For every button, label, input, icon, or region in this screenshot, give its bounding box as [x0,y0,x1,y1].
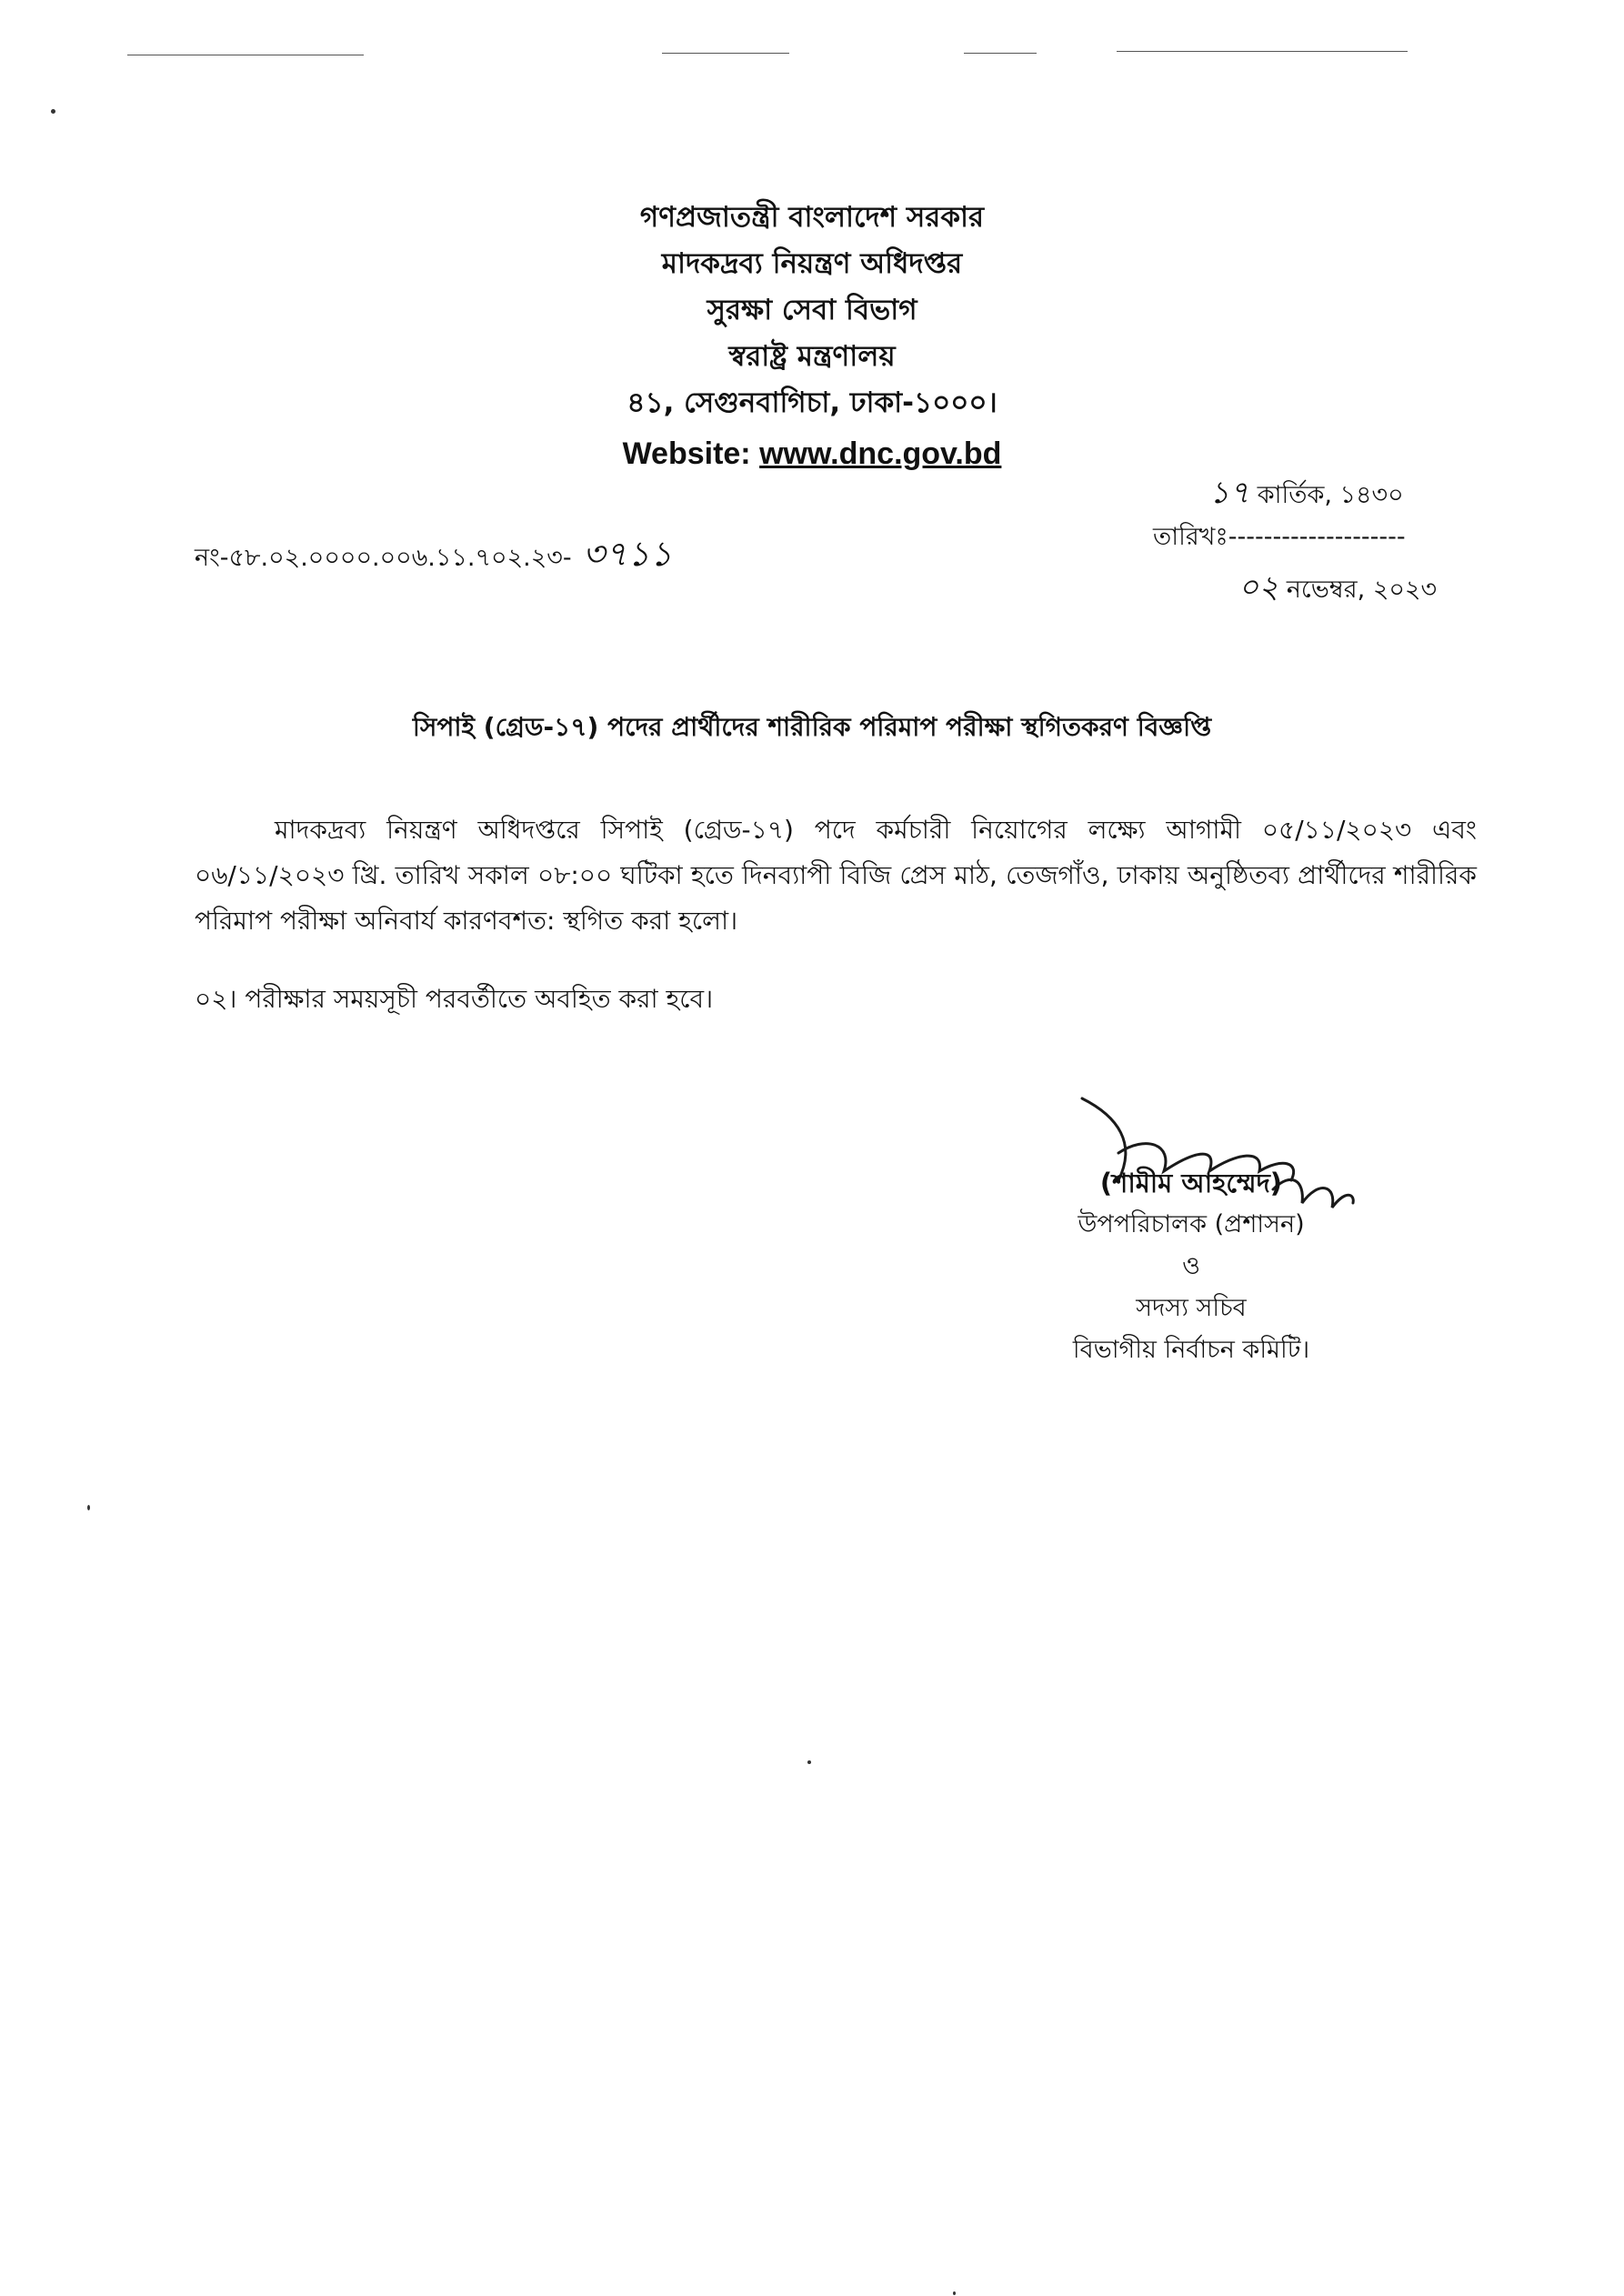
memo-number-text: নং-৫৮.০২.০০০০.০০৬.১১.৭০২.২৩- [195,544,572,572]
scan-speck [807,1760,811,1764]
subject-heading: সিপাই (গ্রেড-১৭) পদের প্রার্থীদের শারীরিক পরিমাপ পরীক্ষা স্থগিতকরণ বিজ্ঞপ্তি [412,712,1212,742]
memo-handwritten-number: ৩৭১১ [582,534,673,574]
scan-speck [953,2291,956,2295]
header-line-department: মাদকদ্রব্য নিয়ন্ত্রণ অধিদপ্তর [661,247,963,280]
body-paragraph-2: ০২। পরীক্ষার সময়সূচী পরবর্তীতে অবহিত করা হবে। [195,984,714,1014]
header-line-division: সুরক্ষা সেবা বিভাগ [707,294,917,326]
date-label-row [1153,518,1406,559]
date-english-month-year: নভেম্বর, ২০২৩ [1286,576,1438,604]
date-bangla-day: ১৭ [1209,475,1250,511]
signature-block [1000,1162,1382,1371]
signatory-committee: বিভাগীয় নির্বাচন কমিটি। [1072,1336,1310,1364]
signatory-designation: উপপরিচালক (প্রশাসন) [1078,1210,1305,1238]
notice-body [195,807,1477,1022]
header-line-ministry: স্বরাষ্ট্র মন্ত্রণালয় [728,340,896,373]
header-line-government: গণপ্রজাতন্ত্রী বাংলাদেশ সরকার [639,201,985,234]
scan-speck [87,1505,90,1510]
date-dashes: -------------------- [1228,523,1406,551]
date-label: তারিখঃ [1153,523,1228,551]
body-paragraph-1: মাদকদ্রব্য নিয়ন্ত্রণ অধিদপ্তরে সিপাই (গ্রেড-১৭) পদে কর্মচারী নিয়োগের লক্ষ্যে আগামী ০৫/১১/২০২৩ এবং ০৬/১১/২০২৩ খ্রি. তারিখ সকাল ০৮:০০ ঘটিকা হতে দিনব্যাপী বিজি প্রেস মাঠ, তেজগাঁও, ঢাকায় অনুষ্ঠিতব্য প্রার্থীদের শারীরিক পরিমাপ পরীক্ষা অনিবার্য কারণবশত: স্থগিত করা হলো। [195,815,1477,936]
signatory-role: সদস্য সচিব [1136,1294,1247,1322]
website-link[interactable]: www.dnc.gov.bd [759,436,1002,471]
letterhead [0,195,1624,481]
date-bangla-month-year: কার্তিক, ১৪৩০ [1257,481,1404,509]
scan-artifact [1117,51,1408,52]
date-english-day: ০২ [1238,569,1279,606]
memo-number [195,527,672,586]
header-line-address: ৪১, সেগুনবাগিচা, ঢাকা-১০০০। [627,386,997,419]
date-english [1238,564,1437,616]
date-bangla [1209,469,1404,521]
scan-artifact [964,53,1037,54]
scan-artifact [662,53,789,54]
signatory-name: (শামীম আহম্মেদ) [1099,1168,1283,1198]
website-label: Website: [622,436,751,471]
scan-speck [51,109,55,114]
signatory-conjunction: ও [1182,1252,1200,1280]
